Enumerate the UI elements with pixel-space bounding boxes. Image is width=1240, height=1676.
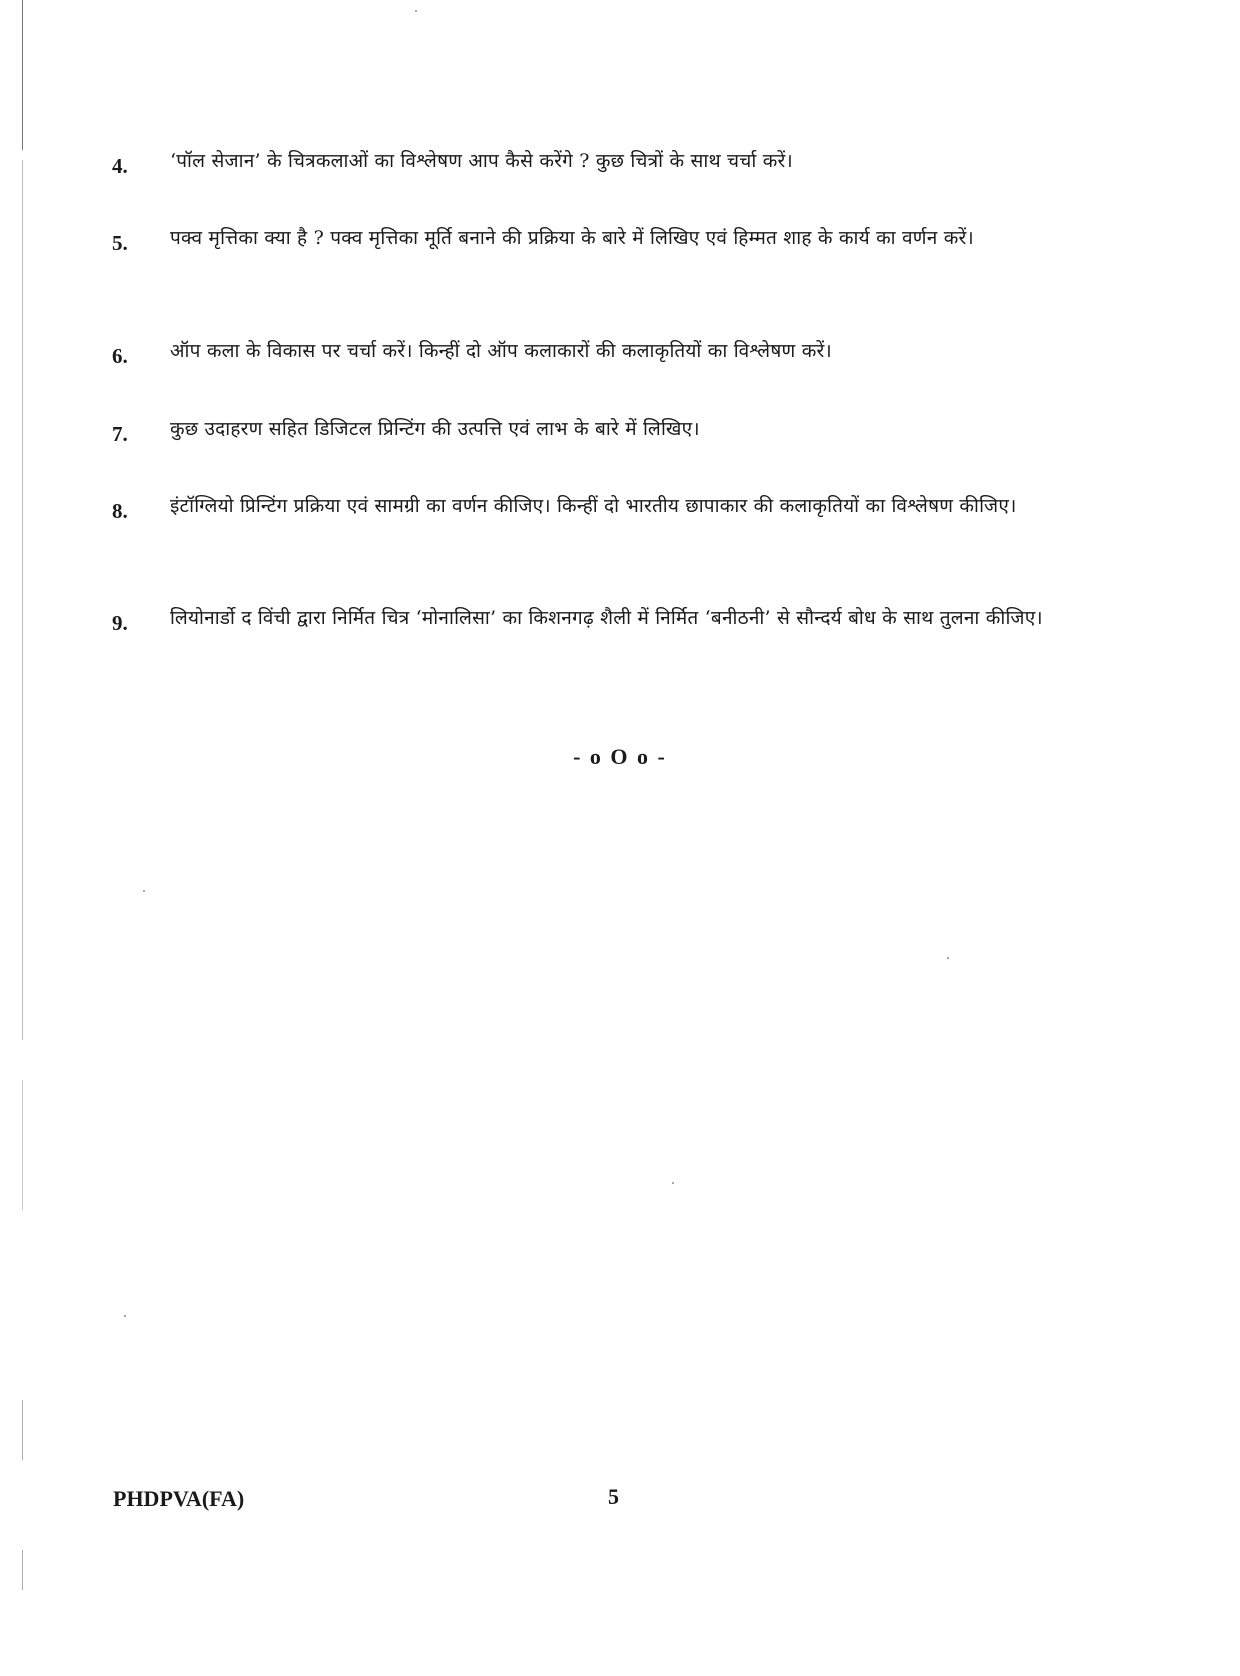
question-item	[112, 490, 1072, 524]
binding-edge-line	[22, 0, 23, 150]
question-number: 8.	[112, 499, 128, 523]
paper-code: PHDPVA(FA)	[113, 1486, 245, 1511]
question-item	[112, 413, 1072, 447]
binding-edge-line	[22, 1550, 23, 1590]
question-text: ‘पॉल सेजान’ के चित्रकलाओं का विश्लेषण आप कैसे करेंगे ? कुछ चित्रों के साथ चर्चा करें।	[170, 150, 793, 172]
scan-speck	[124, 1315, 126, 1317]
scan-speck	[947, 957, 949, 959]
binding-edge-line	[22, 160, 23, 1040]
question-text: लियोनार्डो द विंची द्वारा निर्मित चित्र ‘मोनालिसा’ का किशनगढ़ शैली में निर्मित ‘बनीठनी’ से सौन्दर्य बोध के साथ तुलना कीजिए।	[170, 607, 1043, 629]
page-number: 5	[608, 1484, 619, 1509]
binding-edge-line	[22, 1080, 23, 1210]
scan-speck	[672, 1182, 674, 1184]
question-text: पक्व मृत्तिका क्या है ? पक्व मृत्तिका मूर्ति बनाने की प्रक्रिया के बारे में लिखिए एवं हिम्मत शाह के कार्य का वर्णन करें।	[170, 227, 974, 249]
question-text: इंटॉग्लियो प्रिन्टिंग प्रक्रिया एवं सामग्री का वर्णन कीजिए। किन्हीं दो भारतीय छापाकार की कलाकृतियों का विश्लेषण कीजिए।	[170, 495, 1017, 517]
question-text: ऑप कला के विकास पर चर्चा करें। किन्हीं दो ऑप कलाकारों की कलाकृतियों का विश्लेषण करें।	[170, 340, 832, 362]
question-item	[112, 222, 1072, 256]
question-number: 9.	[112, 611, 128, 635]
question-number: 4.	[112, 154, 128, 178]
binding-edge-line	[22, 1400, 23, 1460]
scan-speck	[415, 10, 417, 12]
question-text: कुछ उदाहरण सहित डिजिटल प्रिन्टिंग की उत्पत्ति एवं लाभ के बारे में लिखिए।	[170, 418, 700, 440]
question-item	[112, 602, 1072, 636]
end-of-paper-mark: - o O o -	[573, 744, 667, 769]
question-number: 7.	[112, 422, 128, 446]
question-item	[112, 335, 1072, 369]
question-number: 6.	[112, 344, 128, 368]
question-number: 5.	[112, 231, 128, 255]
question-item	[112, 145, 1072, 179]
scan-speck	[143, 890, 145, 892]
